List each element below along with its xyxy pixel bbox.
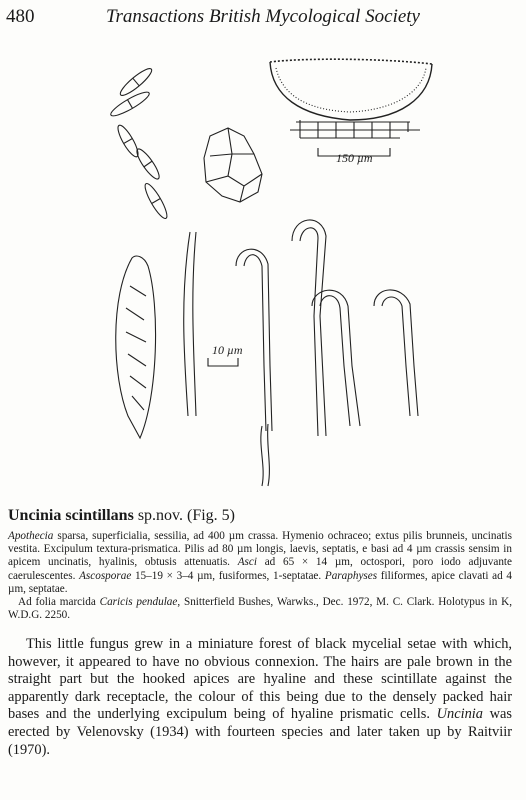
diagnosis-run: Apothecia — [8, 530, 54, 542]
collection-run: Ad folia marcida — [18, 596, 100, 609]
hooked-hairs — [236, 220, 418, 436]
diagnosis-run: sparsa, superficialia, sessilia, ad 400 µm crassa. Hymenio ochraceo; extus pilis brunneis, uncinatis vestita. Excipulum textura-prismatica. Pilis ad 80 µm longis, laevis, septatis, e basi ad 4 µm crassis sensim in apicem uncinatis, hyalinis, obtusis attenuatis. — [8, 530, 512, 569]
journal-title: Transactions British Mycological Society — [106, 6, 420, 27]
diagnosis-run: Paraphyses — [324, 569, 378, 582]
collection-details — [8, 596, 512, 622]
excipulum-cells — [204, 128, 262, 202]
body-run: was erected by Velenovsky (1934) with fourteen species and later taken up by Raitviir (1970). — [8, 706, 512, 758]
ascospores — [108, 65, 170, 221]
page-number: 480 — [6, 6, 35, 27]
page-header — [6, 6, 520, 30]
species-suffix: sp.nov. (Fig. 5) — [133, 507, 235, 524]
diagnosis-run: ad 65 × 14 µm, octospori, poro iodo adjuvante caerulescentes. — [8, 556, 512, 582]
scale-label-150-um: 150 µm — [336, 151, 373, 165]
scale-bar-10-um — [208, 358, 238, 366]
diagnosis-run: Asci — [237, 556, 257, 569]
diagnosis-run: 15–19 × 3–4 µm, fusiformes, 1-septatae. — [131, 569, 325, 582]
species-heading — [8, 507, 235, 525]
collection-run: Caricis pendulae — [99, 596, 178, 609]
diagnosis-paragraph — [8, 530, 512, 596]
body-run: Uncinia — [436, 706, 483, 723]
diagnosis-run: filiformes, apice clavati ad 4 µm, septatae. — [8, 569, 512, 595]
scale-label-10-um: 10 µm — [212, 343, 243, 357]
figure-5-plate — [0, 36, 526, 506]
latin-diagnosis — [8, 530, 512, 622]
body-paragraph — [8, 636, 512, 759]
collection-run: , Snitterfield Bushes, Warwks., Dec. 1972, M. C. Clark. Holotypus in K, W.D.G. 2250. — [8, 596, 513, 622]
body-text — [8, 636, 512, 759]
paraphyses — [184, 232, 270, 486]
body-run: This little fungus grew in a miniature forest of black mycelial setae with which, however, it appeared to have no obvious connexion. The hairs are pale brown in the straight part but the hooked apices are hyaline and these scintillate against the apparently dark receptacle, the colour of this being due to the densely packed hair bases and the underlying excipulum being of hyaline prismatic cells. — [8, 636, 512, 723]
ascus — [116, 256, 156, 438]
apothecium-section — [270, 59, 432, 138]
species-name: Uncinia scintillans — [8, 507, 134, 524]
diagnosis-run: Ascosporae — [79, 569, 132, 582]
